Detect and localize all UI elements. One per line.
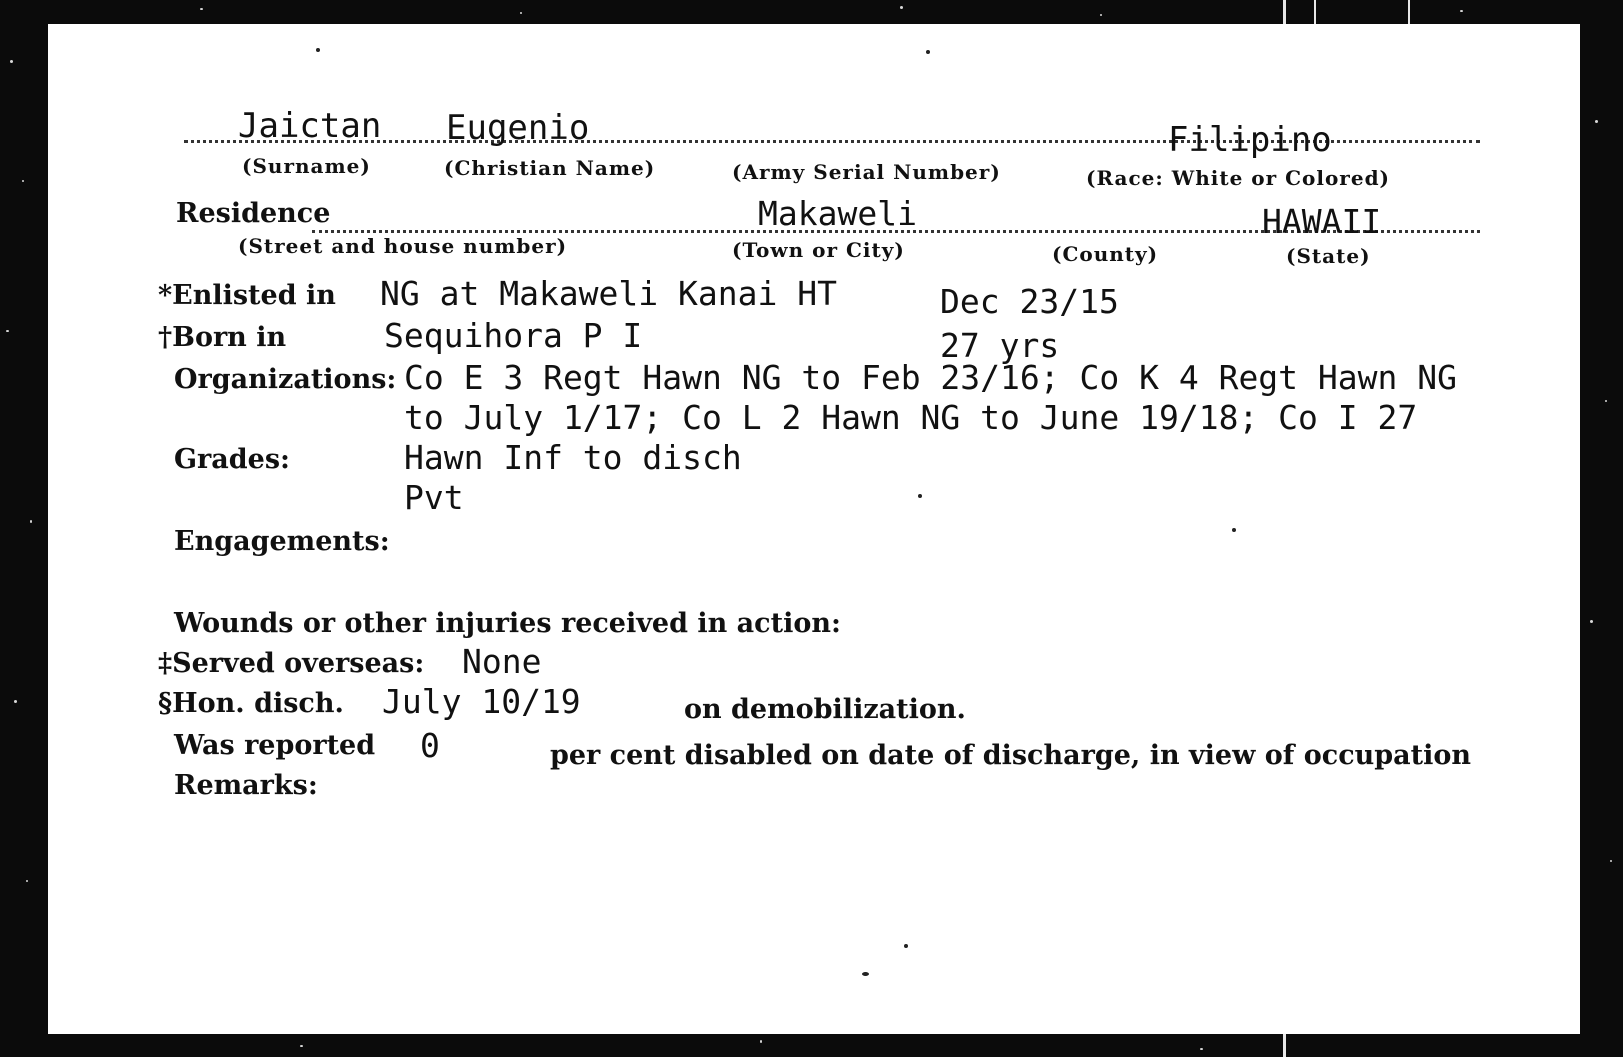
organizations-line-3: Hawn Inf to disch bbox=[404, 438, 742, 477]
hon-disch-suffix: on demobilization. bbox=[684, 694, 966, 725]
scan-mark bbox=[1232, 528, 1236, 532]
scan-mark bbox=[918, 494, 922, 498]
served-overseas-label: ‡Served overseas: bbox=[158, 648, 425, 679]
born-age-value: 27 yrs bbox=[940, 326, 1060, 365]
enlisted-date-value: Dec 23/15 bbox=[940, 282, 1119, 321]
organizations-label: Organizations: bbox=[174, 364, 397, 395]
organizations-line-1: Co E 3 Regt Hawn NG to Feb 23/16; Co K 4 Regt Hawn NG bbox=[404, 358, 1457, 397]
christian-name-value: Eugenio bbox=[446, 108, 590, 148]
was-reported-label: Was reported bbox=[174, 730, 376, 761]
scan-mark bbox=[926, 50, 930, 54]
grades-value: Pvt bbox=[404, 478, 464, 517]
serial-number-caption: (Army Serial Number) bbox=[732, 160, 1001, 184]
grades-label: Grades: bbox=[174, 444, 291, 475]
wounds-label: Wounds or other injuries received in action: bbox=[174, 608, 841, 639]
hon-disch-label: §Hon. disch. bbox=[158, 688, 344, 719]
enlisted-label: *Enlisted in bbox=[158, 280, 336, 311]
race-caption: (Race: White or Colored) bbox=[1086, 166, 1391, 190]
born-place-value: Sequihora P I bbox=[384, 316, 643, 355]
scan-mark bbox=[904, 944, 908, 948]
hon-disch-date-value: July 10/19 bbox=[382, 682, 581, 721]
race-value: Filipino bbox=[1168, 120, 1332, 160]
christian-name-caption: (Christian Name) bbox=[444, 156, 656, 180]
street-caption: (Street and house number) bbox=[238, 234, 568, 258]
remarks-label: Remarks: bbox=[174, 770, 318, 801]
scan-mark bbox=[316, 48, 320, 52]
town-caption: (Town or City) bbox=[732, 238, 905, 262]
engagements-label: Engagements: bbox=[174, 526, 390, 557]
surname-caption: (Surname) bbox=[242, 154, 371, 178]
county-caption: (County) bbox=[1052, 242, 1159, 266]
scan-mark bbox=[862, 972, 869, 976]
served-overseas-value: None bbox=[462, 642, 542, 681]
residence-state-value: HAWAII bbox=[1262, 202, 1382, 241]
organizations-line-2: to July 1/17; Co L 2 Hawn NG to June 19/18; Co I 27 bbox=[404, 398, 1418, 437]
disability-suffix: per cent disabled on date of discharge, in view of occupation bbox=[550, 740, 1472, 771]
state-caption: (State) bbox=[1286, 244, 1371, 268]
service-record-card bbox=[48, 24, 1580, 1034]
disability-percent-value: 0 bbox=[420, 726, 440, 765]
residence-town-value: Makaweli bbox=[758, 194, 917, 233]
enlisted-place-value: NG at Makaweli Kanai HT bbox=[380, 274, 837, 313]
surname-value: Jaictan bbox=[238, 106, 382, 146]
residence-label: Residence bbox=[176, 198, 331, 229]
born-label: †Born in bbox=[158, 322, 287, 353]
